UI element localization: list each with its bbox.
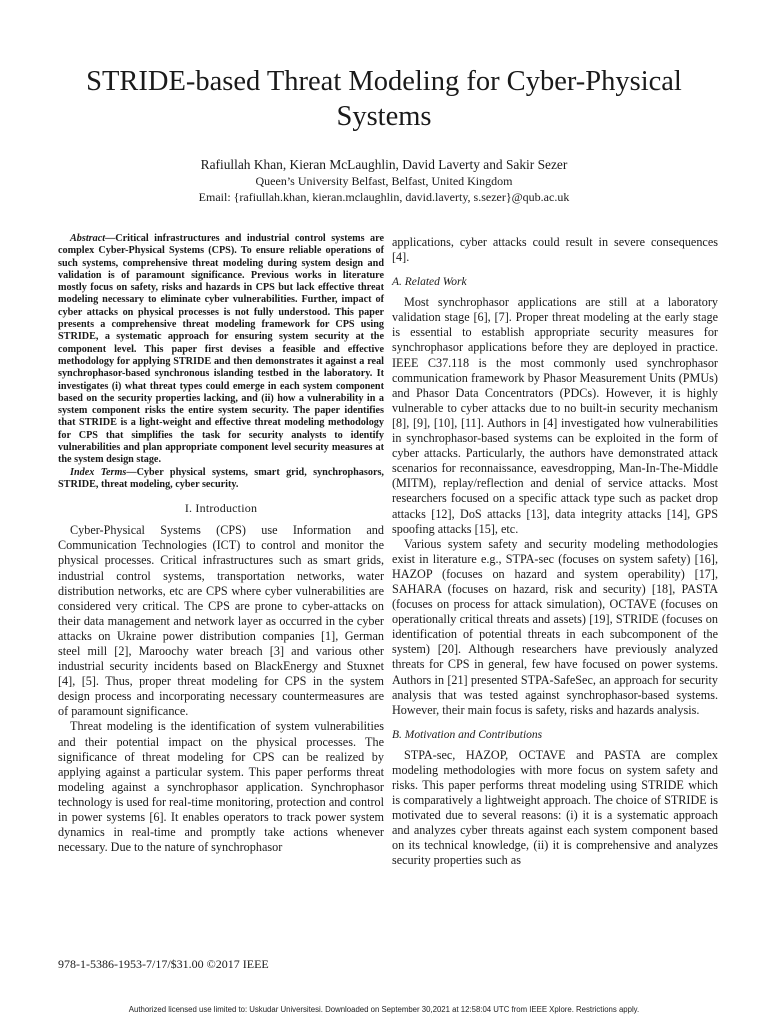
author-emails: Email: {rafiullah.khan, kieran.mclaughlin, david.laverty, s.sezer}@qub.ac.uk: [198, 190, 570, 204]
related-paragraph-1: Most synchrophasor applications are still at a laboratory validation stage [6], [7]. Proper threat modeling at the early stage is essential to establish appropriate security measures for synchrophasor applications before they are deployed in practice. IEEE C37.118 is the most commonly used synchrophasor communication framework by Phasor Measurement Units (PMUs) and Phasor Data Concentrators (PDCs). However, it is highly vulnerable to cyber attacks due to no built-in security mechanism [8], [9], [10], [11]. Authors in [4] investigated how vulnerabilities in synchrophasor-based systems can be exploited in the form of cyber attacks. Particularly, the authors have demonstrated attack scenarios for reconnaissance, eavesdropping, Man-In-The-Middle (MITM), replay/reflection and denial of service attacks. Most researchers focused on a specific attack type such as packet drop attacks [12], DoS attacks [13], data integrity attacks [14], GPS spoofing attacks [15], etc.: [392, 295, 718, 536]
index-terms-text: —Cyber physical systems, smart grid, synchrophasors, STRIDE, threat modeling, cyber security.: [58, 466, 384, 490]
paper-title: STRIDE-based Threat Modeling for Cyber-Physical Systems: [86, 66, 682, 132]
left-column: [58, 233, 384, 855]
abstract: [58, 233, 384, 467]
related-paragraph-2: Various system safety and security modeling methodologies exist in literature e.g., STPA-sec (focuses on system safety) [16], HAZOP (focuses on hazard and system operability) [17], SAHARA (focuses on hazard, risk and security) [18], PASTA (focuses on process for attack simulation), OCTAVE (focuses on operationally critical threats and assets) [19], STRIDE (focuses on identification of potential threats in each subcomponent of the system) [20]. Although researchers have previously analyzed threats for CPS in general, few have focused on power systems. Authors in [21] presented STPA-SafeSec, an approach for security analysis that was tested against synchrophasor-based systems. However, their main focus is safety, risks and hazards analysis.: [392, 536, 718, 717]
intro-continuation: applications, cyber attacks could result in severe consequences [4].: [392, 235, 718, 265]
subsection-heading-motivation: B. Motivation and Contributions: [392, 728, 543, 741]
abstract-lead: Abstract: [70, 233, 106, 244]
index-terms: [58, 467, 384, 492]
authorized-use-notice: Authorized licensed use limited to: Uskudar Universitesi. Downloaded on September 30,2021 at 12:58:04 UTC from IEEE Xplore. Restrictions apply.: [128, 1005, 640, 1014]
abstract-text: —Critical infrastructures and industrial control systems are complex Cyber-Physical Systems (CPS). To ensure reliable operations of such systems, comprehensive threat modeling during system design and validation is of paramount significance. Previous works in literature mostly focus on safety, risks and hazards in CPS but lack effective threat modeling necessary to eliminate cyber vulnerabilities. Further, impact of cyber attacks on physical processes is not fully understood. This paper presents a comprehensive threat modeling framework for CPS using STRIDE, a systematic approach for ensuring system security at the component level. This paper first devises a feasible and effective methodology for applying STRIDE and then demonstrates it against a real synchrophasor-based synchronous islanding testbed in the laboratory. It investigates (i) what threat types could emerge in each system component based on the security properties lacking, and (ii) how a vulnerability in a system component risks the entire system security. The paper identifies that STRIDE is a light-weight and effective threat modeling methodology for CPS that simplifies the task for security analysts to identify vulnerabilities and plan appropriate component level security measures at the system design stage.: [58, 233, 384, 466]
copyright-notice: 978-1-5386-1953-7/17/$31.00 ©2017 IEEE: [58, 957, 269, 971]
intro-paragraph-2: Threat modeling is the identification of system vulnerabilities and their potential impact on the physical processes. The significance of threat modeling for CPS can be realized by applying against a particular system. This paper performs threat modeling against a synchrophasor application. Synchrophasor technology is used for real-time monitoring, protection and control in power systems [6]. It enables operators to track power system dynamics in real-time and promptly take actions whenever necessary. Due to the nature of synchrophasor: [58, 719, 384, 855]
right-column: [392, 235, 718, 869]
author-list: Rafiullah Khan, Kieran McLaughlin, David Laverty and Sakir Sezer: [200, 157, 568, 172]
intro-paragraph-1: Cyber-Physical Systems (CPS) use Information and Communication Technologies (ICT) to control and monitor the physical processes. Critical infrastructures such as smart grids, industrial control systems, transportation networks, water distribution networks, etc are CPS where cyber vulnerabilities are considered very critical. The CPS are prone to cyber-attacks on their data management and network layer as occurred in the cyber attacks on Ukraine power distribution companies [1], German steel mill [2], Maroochy water breach [3] and various other industrial security incidents based on BlackEnergy and Stuxnet [4], [5]. Thus, proper threat modeling for CPS in the system design process and incorporating necessary countermeasures are of paramount significance.: [58, 523, 384, 719]
motivation-paragraph-1: STPA-sec, HAZOP, OCTAVE and PASTA are complex modeling methodologies with more focus on system safety and risks. This paper performs threat modeling using STRIDE which is comparatively a lightweight approach. The choice of STRIDE is motivated due to several reasons: (i) it is a systematic approach and analyzes cyber threats against each system component based on its technical knowledge, (ii) it is comprehensive and analyzes security properties such as: [392, 747, 718, 868]
affiliation: Queen’s University Belfast, Belfast, United Kingdom: [255, 174, 513, 188]
section-heading-introduction: I. Introduction: [184, 501, 258, 516]
subsection-heading-related-work: A. Related Work: [392, 276, 467, 289]
index-terms-lead: Index Terms: [70, 466, 127, 478]
